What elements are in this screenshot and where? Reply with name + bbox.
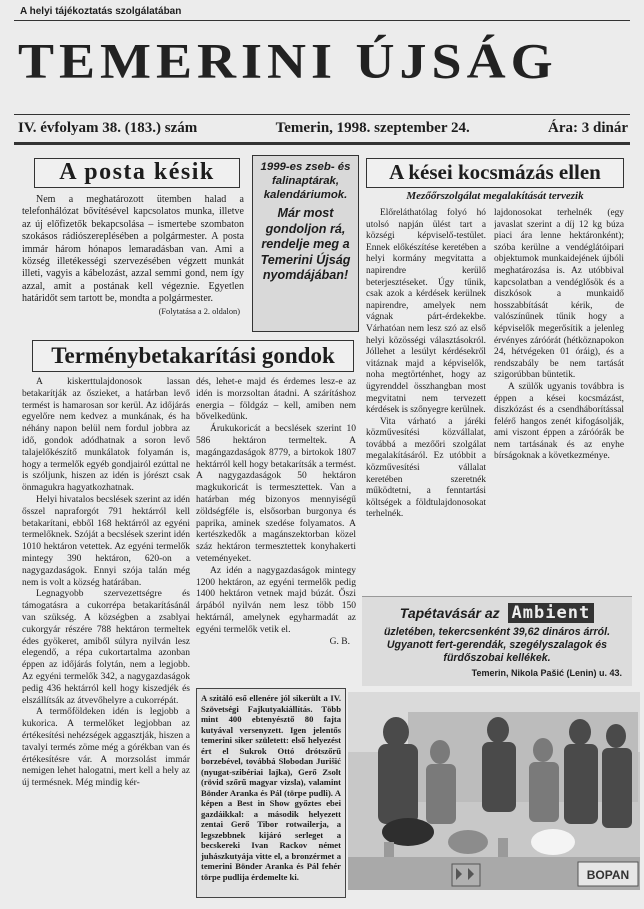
ad-address: Temerin, Nikola Pašić (Lenin) u. 43. bbox=[471, 668, 622, 678]
info-rule bbox=[14, 142, 630, 145]
article-paragraph: Legnagyobb szervezettségre és támogatásra a cukorrépa betakarításánál van szükség. A községben a zsablyai cukorgyár részére 788 hektáron termeltek édes gyökeret, amiből súlyra nyilván lesz elegendő, a répa cukortartalma azonban éppen az időjárás folytán, nem a legjobb. Az egyéni termelők 342, a nagygazdaságok pedig 436 hektárról kell hogy kiszedjék és elszállítsák az átvevőhelyre a cukorrépát. bbox=[22, 589, 190, 706]
article-paragraph: lajdonosokat terhelnék (egy javaslat szerint a díj 12 kg búza piaci ára lenne hektáronként); szóba kerülne a vendéglátóipari objektumok munkaidejének újbóli meghatározása is. Az utóbbival kapcsolatban a vendéglősök és a diszkósok a munkaidő hosszabbítását kérik, de valószínűnek tűnik hogy a képviselők megerősítik a jelenleg érvényes záróórát (hétköznapokon 24, hétvégeken 01 óráig), és a rendszabály be nem tartását szigorúbban büntetik. bbox=[494, 208, 624, 381]
article-paragraph: Helyi hivatalos becslések szerint az idén ősszel napraforgót 791 hektárról kell betakarítani, ebből 168 hektárról az egyéni termelőknek. Szóját a becslések szerint idén 1010 hektáron vetettek. Az egyéni termelők mintegy 390 hektáron, 620-on a nagygazdaságok. Ennyi szója talán még nem is volt a község határában. bbox=[22, 494, 190, 588]
continued-note: (Folytatása a 2. oldalon) bbox=[158, 306, 240, 316]
article-paragraph: Vita várható a járéki közművesítési közvállalat, továbbá a mezőőri szolgálat megalakításáról. Ez utóbbit a közművesítési vállalat keretében szeretnék működtetni, a fenntartási költségek a földtulajdonosokat terhelnék. bbox=[366, 416, 486, 520]
masthead-title: TEMERINI ÚJSÁG bbox=[18, 33, 558, 89]
article-paragraph: Árukukoricát a becslések szerint 10 586 hektáron termeltek. A magángazdaságok 8779, a birtokok 1807 hektárról kell hogy betakarítsák a termést. A nagygazdaságok 50 hektáron magkukoricát is termesztettek. Van a határban még bizonyos mennyiségű zöldségféle is, elsősorban burgonya és paprika, aminek szedése folyamatos. A kertészkedők a magánszektorban közel száz hektáron termesztettek konyhakerti veteményeket. bbox=[196, 424, 356, 564]
ad-prefix: Tapétavásár az bbox=[399, 605, 500, 621]
issue-number: IV. évfolyam 38. (183.) szám bbox=[18, 120, 198, 136]
photo-illustration bbox=[348, 692, 640, 890]
article-paragraph: A szülők ugyanis továbbra is éppen a kései kocsmázást, diszkózást és a csendháborítással felérő hangos zenét kifogásolják, ami viszont éppen a záróórák be nem tartásának és az enyhe bírságoknak a következménye. bbox=[494, 381, 624, 462]
wallpaper-ad bbox=[362, 596, 632, 686]
article-column-termeny-2 bbox=[196, 377, 356, 683]
article-paragraph: Előreláthatólag folyó hó utolsó napján ülést tart a községi képviselő-testület. Ennek előkészítése keretében a helyi kormány megvitatta a napirendre kerülő beterjesztéseket. Úgy tűnik, csak azok a kérdések kerülnek napirendre, amelyek nem vágnak párt-érdekekbe. Várhatóan nem lesz szó az első helyi közösségi választásokról. Jóllehet a lesúlyt kérdésekről vitáznak majd a képviselők, noha megtörténhet, hogy az ügyrenddel összhangban most megvitatni nem tervezett kérdések is szőnyegre kerülnek. bbox=[366, 208, 486, 416]
top-rule bbox=[14, 20, 630, 21]
tagline: A helyi tájékoztatás szolgálatában bbox=[20, 6, 182, 17]
article-paragraph: A kiskerttulajdonosok lassan betakarítják az őszieket, a határban levő termést is hamarosan sor kerül. Az időjárás egyelőre nem kedvez a munkának, és ha néhány napon belül nem fordul jobbra az idő, gondok adódhatnak a soron levő talajelőkészítő munkálatok folyamán is, hogy a termelők egyéb gondjairól ezúttal ne is szóljunk, hiszen az idén is jórészt csak önmagukra hagyatkozhatnak. bbox=[22, 377, 190, 494]
promo-line-2: Már most gondoljon rá, rendelje meg a Temerini Újság nyomdájában! bbox=[260, 206, 351, 282]
article-body-posta bbox=[22, 194, 244, 318]
calendar-promo-box bbox=[252, 155, 359, 332]
article-column-kocsmazas-2 bbox=[494, 208, 624, 594]
masthead-rule bbox=[14, 114, 630, 115]
promo-line-1: 1999-es zseb- és falinaptárak, kalendáriumok. bbox=[260, 161, 351, 201]
article-title-termeny: Terménybetakarítási gondok bbox=[32, 340, 354, 372]
article-subtitle-kocsmazas: Mezőőrszolgálat megalakítását tervezik bbox=[406, 190, 584, 202]
issue-date: Temerin, 1998. szeptember 24. bbox=[275, 120, 470, 136]
article-paragraph: Az idén a nagygazdaságok mintegy 1200 hektáron, az egyéni termelők pedig 1400 hektáron vetnek majd búzát. Őszi árpából nyilván nem lesz több 150 hektárnál, amelynek egyharmadát az egyéni termelők vetik el. bbox=[196, 565, 356, 635]
article-paragraph: A termőföldeken idén is legjobb a kukorica. A termelőket legjobban az értékesítési nehézségek aggasztják, hiszen a tavalyi termés zöme még a górékban van és értékesítésre vár. A morzsolást immár nemigen lehet halogatni, mert kell a hely az új termésnek. Még mindig kér- bbox=[22, 707, 190, 789]
issue-price: Ára: 3 dinár bbox=[548, 120, 628, 136]
article-title-posta: A posta késik bbox=[34, 158, 240, 188]
article-paragraph: Nem a meghatározott ütemben halad a telefonhálózat bővítésével kapcsolatos munka, illetve az új előfizetők bekapcsolása – ismertebe szombaton szokásos rádiószereplésében a polgármester. A posta immár három hónapos lemaradásban van. Ami a község illetékességi szervezésében végzett munkát illeti, vagyis a kábelozást, azzal semmi gond, nem így azzal, amit a postának kell végeznie. Egyetlen határidőt sem tartott be, mondta a polgármester. bbox=[22, 194, 244, 305]
ad-brand-logo: Ambient bbox=[508, 603, 595, 623]
ad-headline bbox=[362, 603, 632, 623]
article-title-kocsmazas: A kései kocsmázás ellen bbox=[366, 158, 624, 188]
article-signature: G. B. bbox=[329, 636, 350, 647]
dog-show-photo bbox=[348, 692, 640, 890]
photo-banner-text: BOPAN bbox=[586, 868, 630, 882]
article-column-termeny-1 bbox=[22, 377, 190, 903]
article-column-kocsmazas-1 bbox=[366, 208, 486, 594]
ad-description: üzletében, tekercsenként 39,62 dináros árról. Ugyanott fert-gerendák, szegélyszalagok és fürdőszobai kellékek. bbox=[383, 626, 611, 664]
issue-info-bar bbox=[18, 120, 628, 137]
article-paragraph: dés, lehet-e majd és érdemes lesz-e az idén is morzsoltan átadni. A szárításhoz energia – földgáz – kell, amiben nem bővelkedünk. bbox=[196, 377, 356, 423]
photo-caption: A szitáló eső ellenére jól sikerült a IV. Szövetségi Fajkutyakiállítás. Több mint 400 ebtenyésztő 80 fajta kutyával versenyzett. Igen jelentős temerini siker született: első helyezést ért el Sukrok Ottó drótszőrű borzebével, továbbá Slobodan Jurišić (nyugat-szibériai lajka), Gerő Zsolt (rövid szőrű magyar vizsla), valamint Bönder Aranka és Pál (törpe pudli). A képen a Best in Show győztes ebei gazdáikkal: a második helyezett zentai Gerő Tibor rotwailerja, a legszebbnek kijáró serleget a becskereki Ivan Rackov német juhászkutyája vitte el, a bronzérmet a temerini Bönder Aranka és Pál fehér törpe pudlija érdemelte ki. bbox=[196, 688, 346, 898]
